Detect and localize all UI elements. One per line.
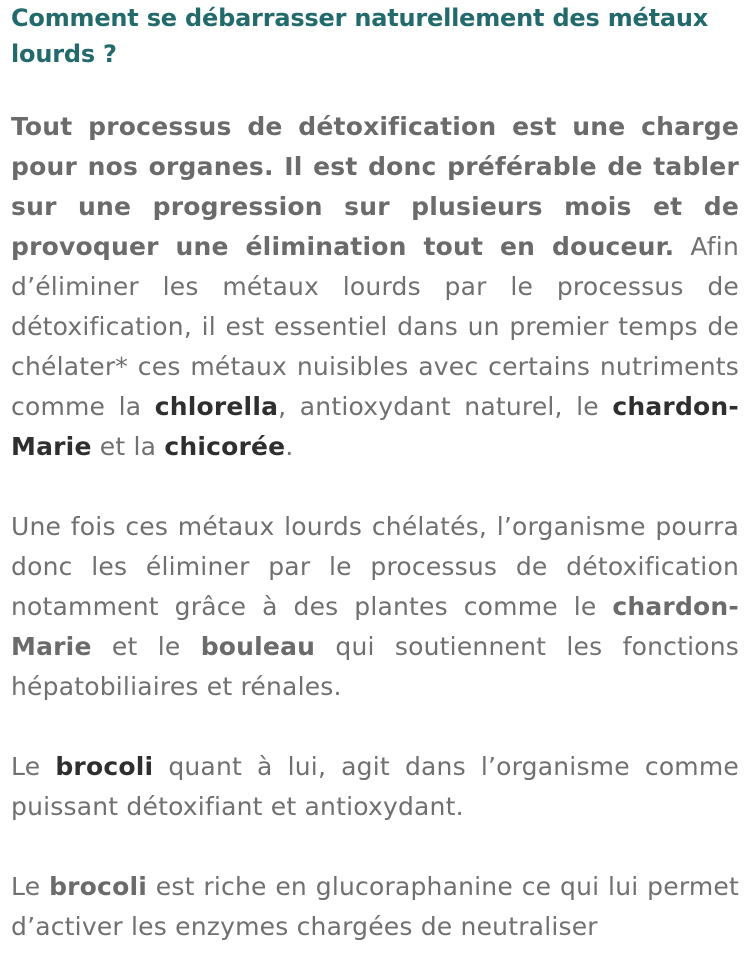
term-brocoli: brocoli	[55, 752, 154, 781]
paragraph-brocoli-glucoraphanine	[11, 867, 739, 947]
paragraph-detox-intro	[11, 107, 739, 467]
paragraph-brocoli-detox	[11, 747, 739, 827]
article	[11, 0, 739, 947]
paragraph-text: .	[285, 432, 294, 461]
paragraph-text: Le	[11, 752, 56, 781]
paragraph-elimination	[11, 507, 739, 707]
paragraph-text: Une fois ces métaux lourds chélatés, l’organisme pourra donc les éliminer par le processus de détoxification notamment grâce à des plantes comme le	[11, 512, 739, 621]
term-bouleau: bouleau	[200, 632, 316, 661]
paragraph-text: est riche en glucoraphanine ce qui lui permet d’activer les enzymes chargées de neutraliser	[11, 872, 739, 941]
term-brocoli: brocoli	[49, 872, 147, 901]
paragraph-text: qui soutiennent les fonctions hépatobiliaires et rénales.	[11, 632, 739, 701]
term-chlorella: chlorella	[154, 392, 279, 421]
term-chicoree: chicorée	[164, 432, 286, 461]
term-chardon-marie: chardon-Marie	[11, 592, 739, 661]
paragraph-text: quant à lui, agit dans l’organisme comme puissant détoxifiant et antioxydant.	[11, 752, 739, 821]
paragraph-text: et le	[91, 632, 201, 661]
paragraph-text: Le	[11, 872, 50, 901]
paragraph-text: Afin d’éliminer les métaux lourds par le processus de détoxification, il est essentiel dans un premier temps de chélater* ces métaux nuisibles avec certains nutriments comme la	[11, 232, 739, 421]
bold-lead-sentence: Tout processus de détoxification est une charge pour nos organes. Il est donc préférable de tabler sur une progression sur plusieurs mois et de provoquer une élimination tout en douceur.	[11, 112, 739, 261]
paragraph-text: , antioxydant naturel, le	[278, 392, 613, 421]
article-heading: Comment se débarrasser naturellement des métaux lourds ?	[11, 4, 709, 68]
term-chardon-marie: chardon-Marie	[11, 392, 739, 461]
paragraph-text: et la	[91, 432, 165, 461]
